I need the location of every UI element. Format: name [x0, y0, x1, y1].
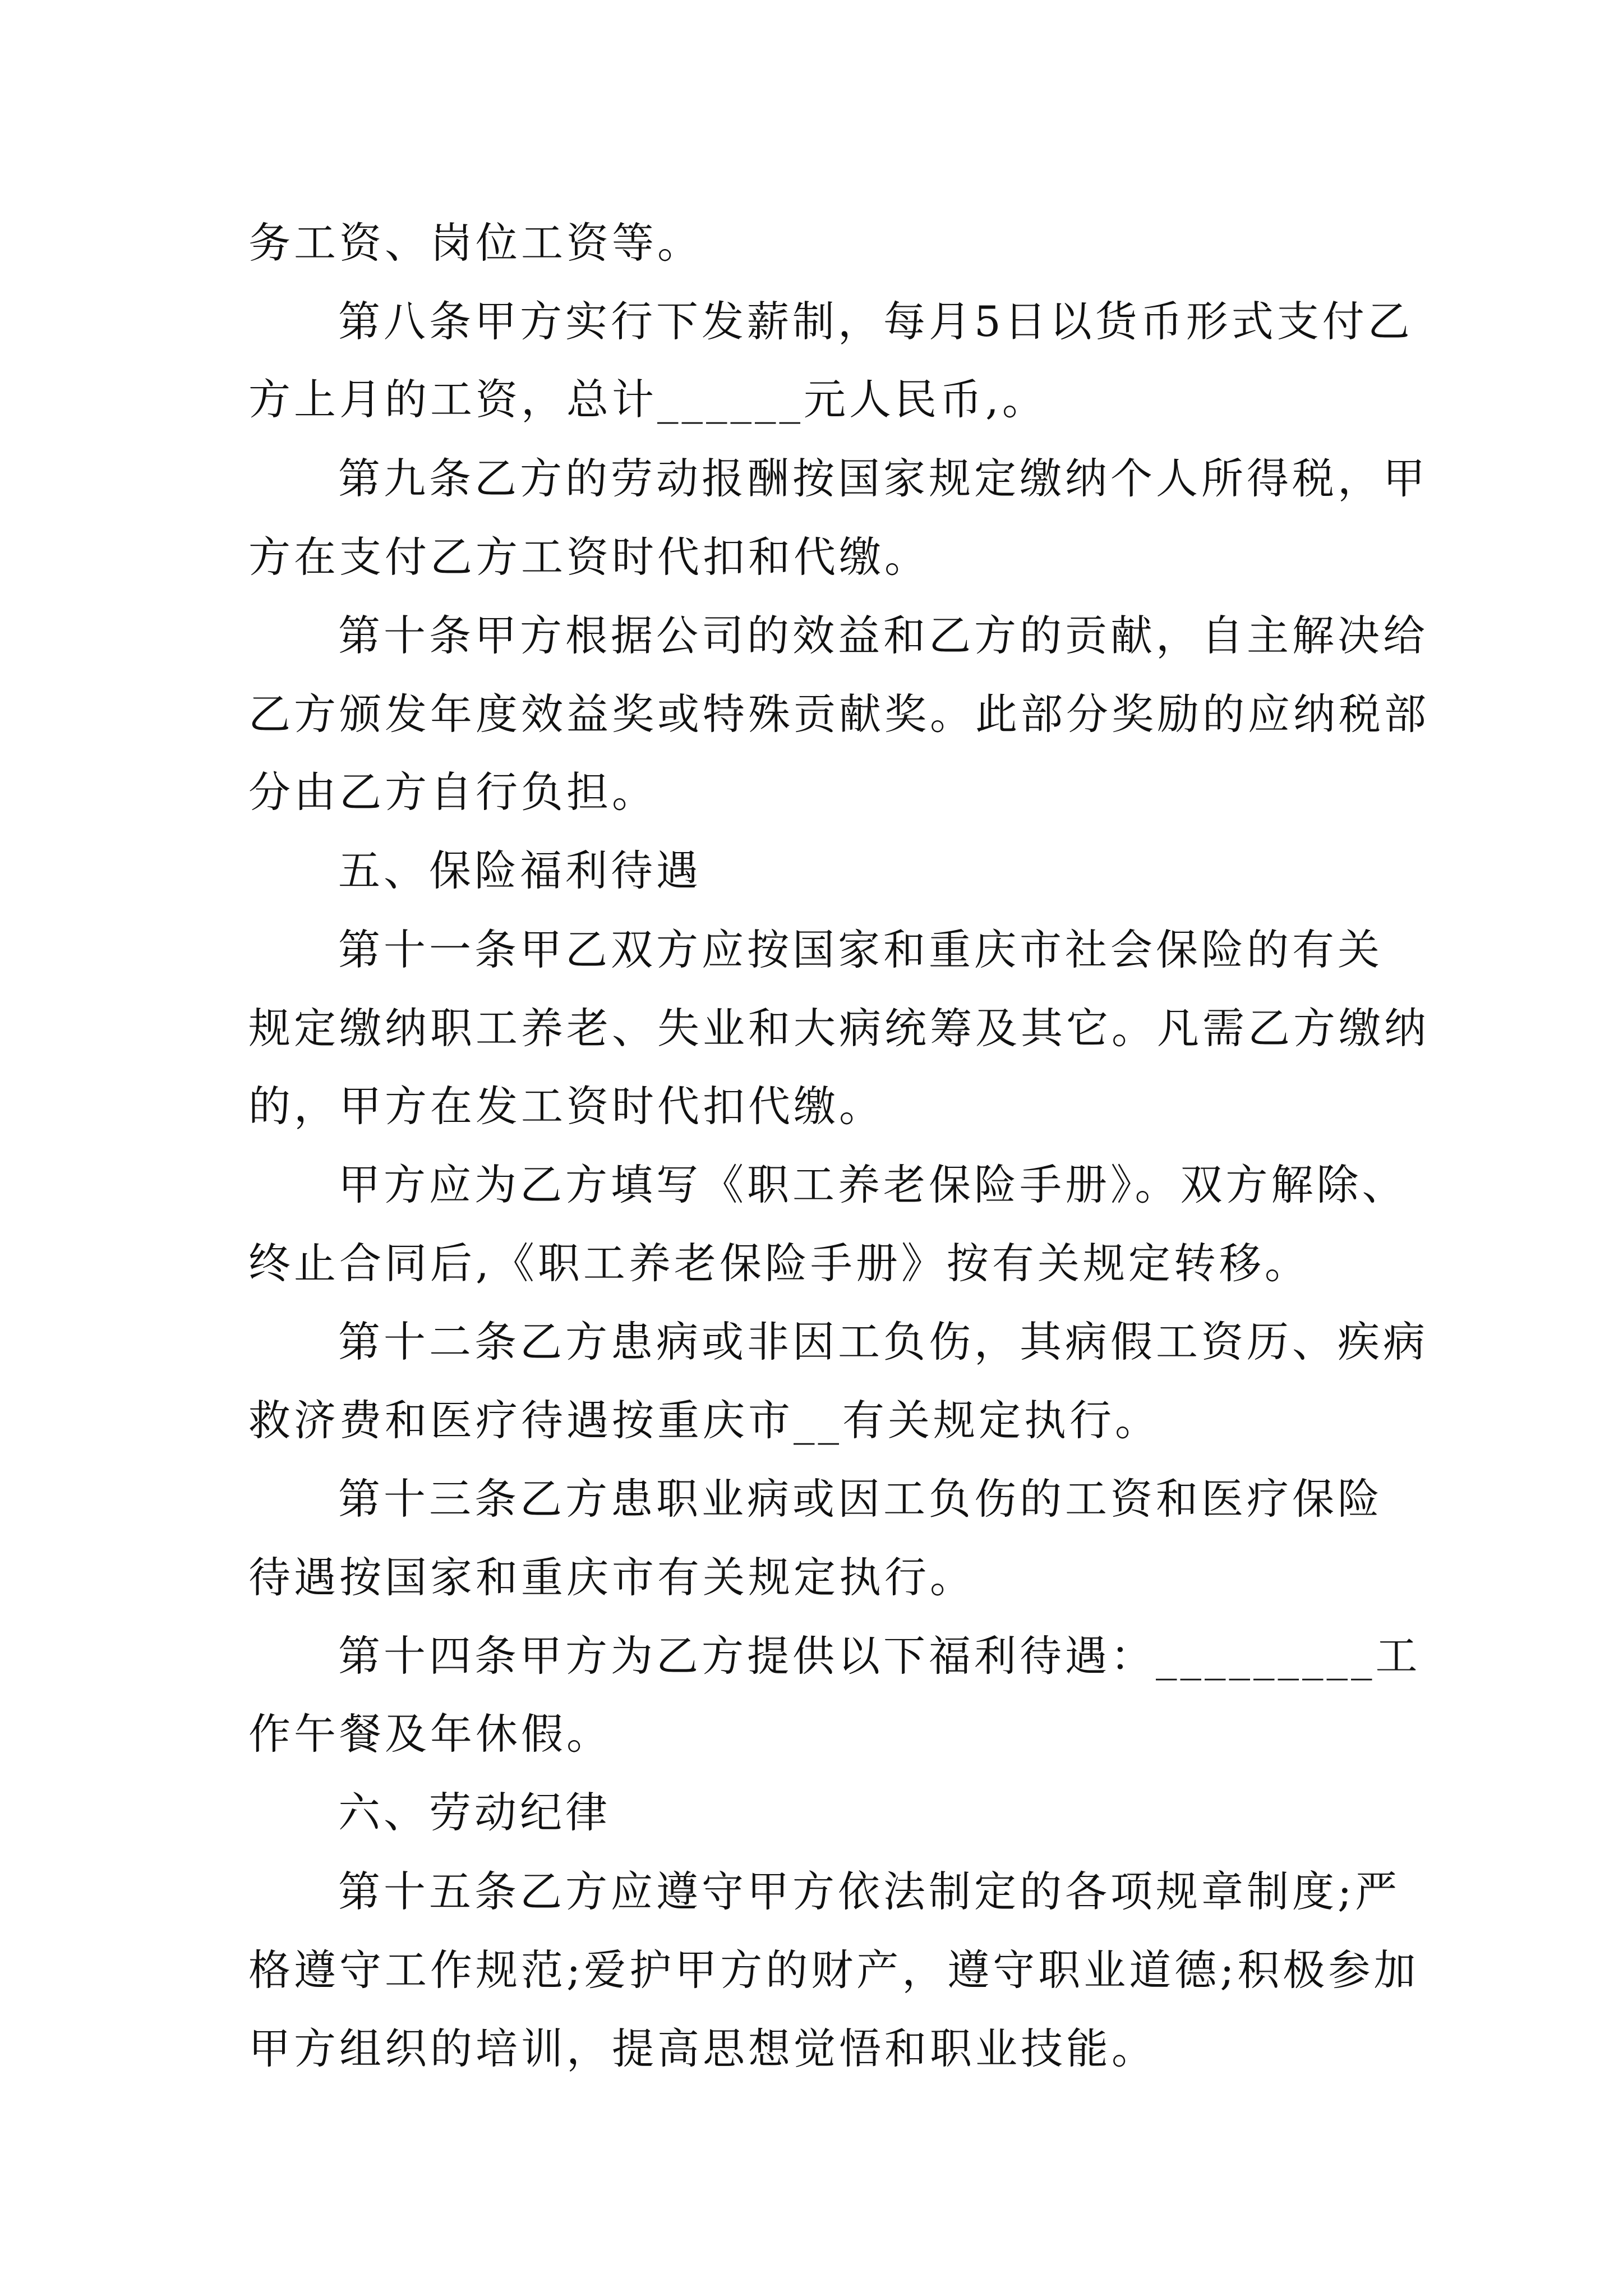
- text-line: 终止合同后,《职工养老保险手册》按有关规定转移。: [248, 1239, 1310, 1288]
- text-line: 规定缴纳职工养老、失业和大病统筹及其它。凡需乙方缴纳: [248, 1004, 1430, 1053]
- paragraph-article-12: 第十二条乙方患病或非因工负伤，其病假工资历、疾病: [338, 1317, 1429, 1366]
- text-line: 乙方颁发年度效益奖或特殊贡献奖。此部分奖励的应纳税部: [248, 689, 1430, 739]
- paragraph-article-10: 第十条甲方根据公司的效益和乙方的贡献，自主解决给: [338, 611, 1429, 660]
- text-line: 待遇按国家和重庆市有关规定执行。: [248, 1553, 976, 1602]
- paragraph-article-11: 第十一条甲乙双方应按国家和重庆市社会保险的有关: [338, 925, 1384, 974]
- text-line: 的，甲方在发工资时代扣代缴。: [248, 1082, 885, 1131]
- text-line: 作午餐及年休假。: [248, 1709, 612, 1759]
- text-line: 方上月的工资，总计______元人民币,。: [248, 375, 1048, 424]
- text-line: 格遵守工作规范;爱护甲方的财产，遵守职业道德;积极参加: [248, 1945, 1419, 1995]
- section-heading-insurance: 五、保险福利待遇: [338, 846, 702, 895]
- text-line: 救济费和医疗待遇按重庆市__有关规定执行。: [248, 1396, 1161, 1445]
- paragraph-pension-handbook: 甲方应为乙方填写《职工养老保险手册》。双方解除、: [338, 1160, 1408, 1209]
- paragraph-article-8: 第八条甲方实行下发薪制，每月5日以货币形式支付乙: [338, 297, 1413, 346]
- text-line: 方在支付乙方工资时代扣和代缴。: [248, 532, 930, 582]
- text-line: 务工资、岗位工资等。: [248, 218, 703, 268]
- paragraph-article-9: 第九条乙方的劳动报酬按国家规定缴纳个人所得税，甲: [338, 454, 1429, 503]
- section-heading-labor-discipline: 六、劳动纪律: [338, 1788, 611, 1837]
- text-line: 甲方组织的培训，提高思想觉悟和职业技能。: [248, 2024, 1158, 2073]
- paragraph-article-15: 第十五条乙方应遵守甲方依法制定的各项规章制度;严: [338, 1867, 1401, 1916]
- text-line: 分由乙方自行负担。: [248, 767, 658, 817]
- paragraph-article-14: 第十四条甲方为乙方提供以下福利待遇：_________工: [338, 1631, 1421, 1681]
- paragraph-article-13: 第十三条乙方患职业病或因工负伤的工资和医疗保险: [338, 1474, 1384, 1524]
